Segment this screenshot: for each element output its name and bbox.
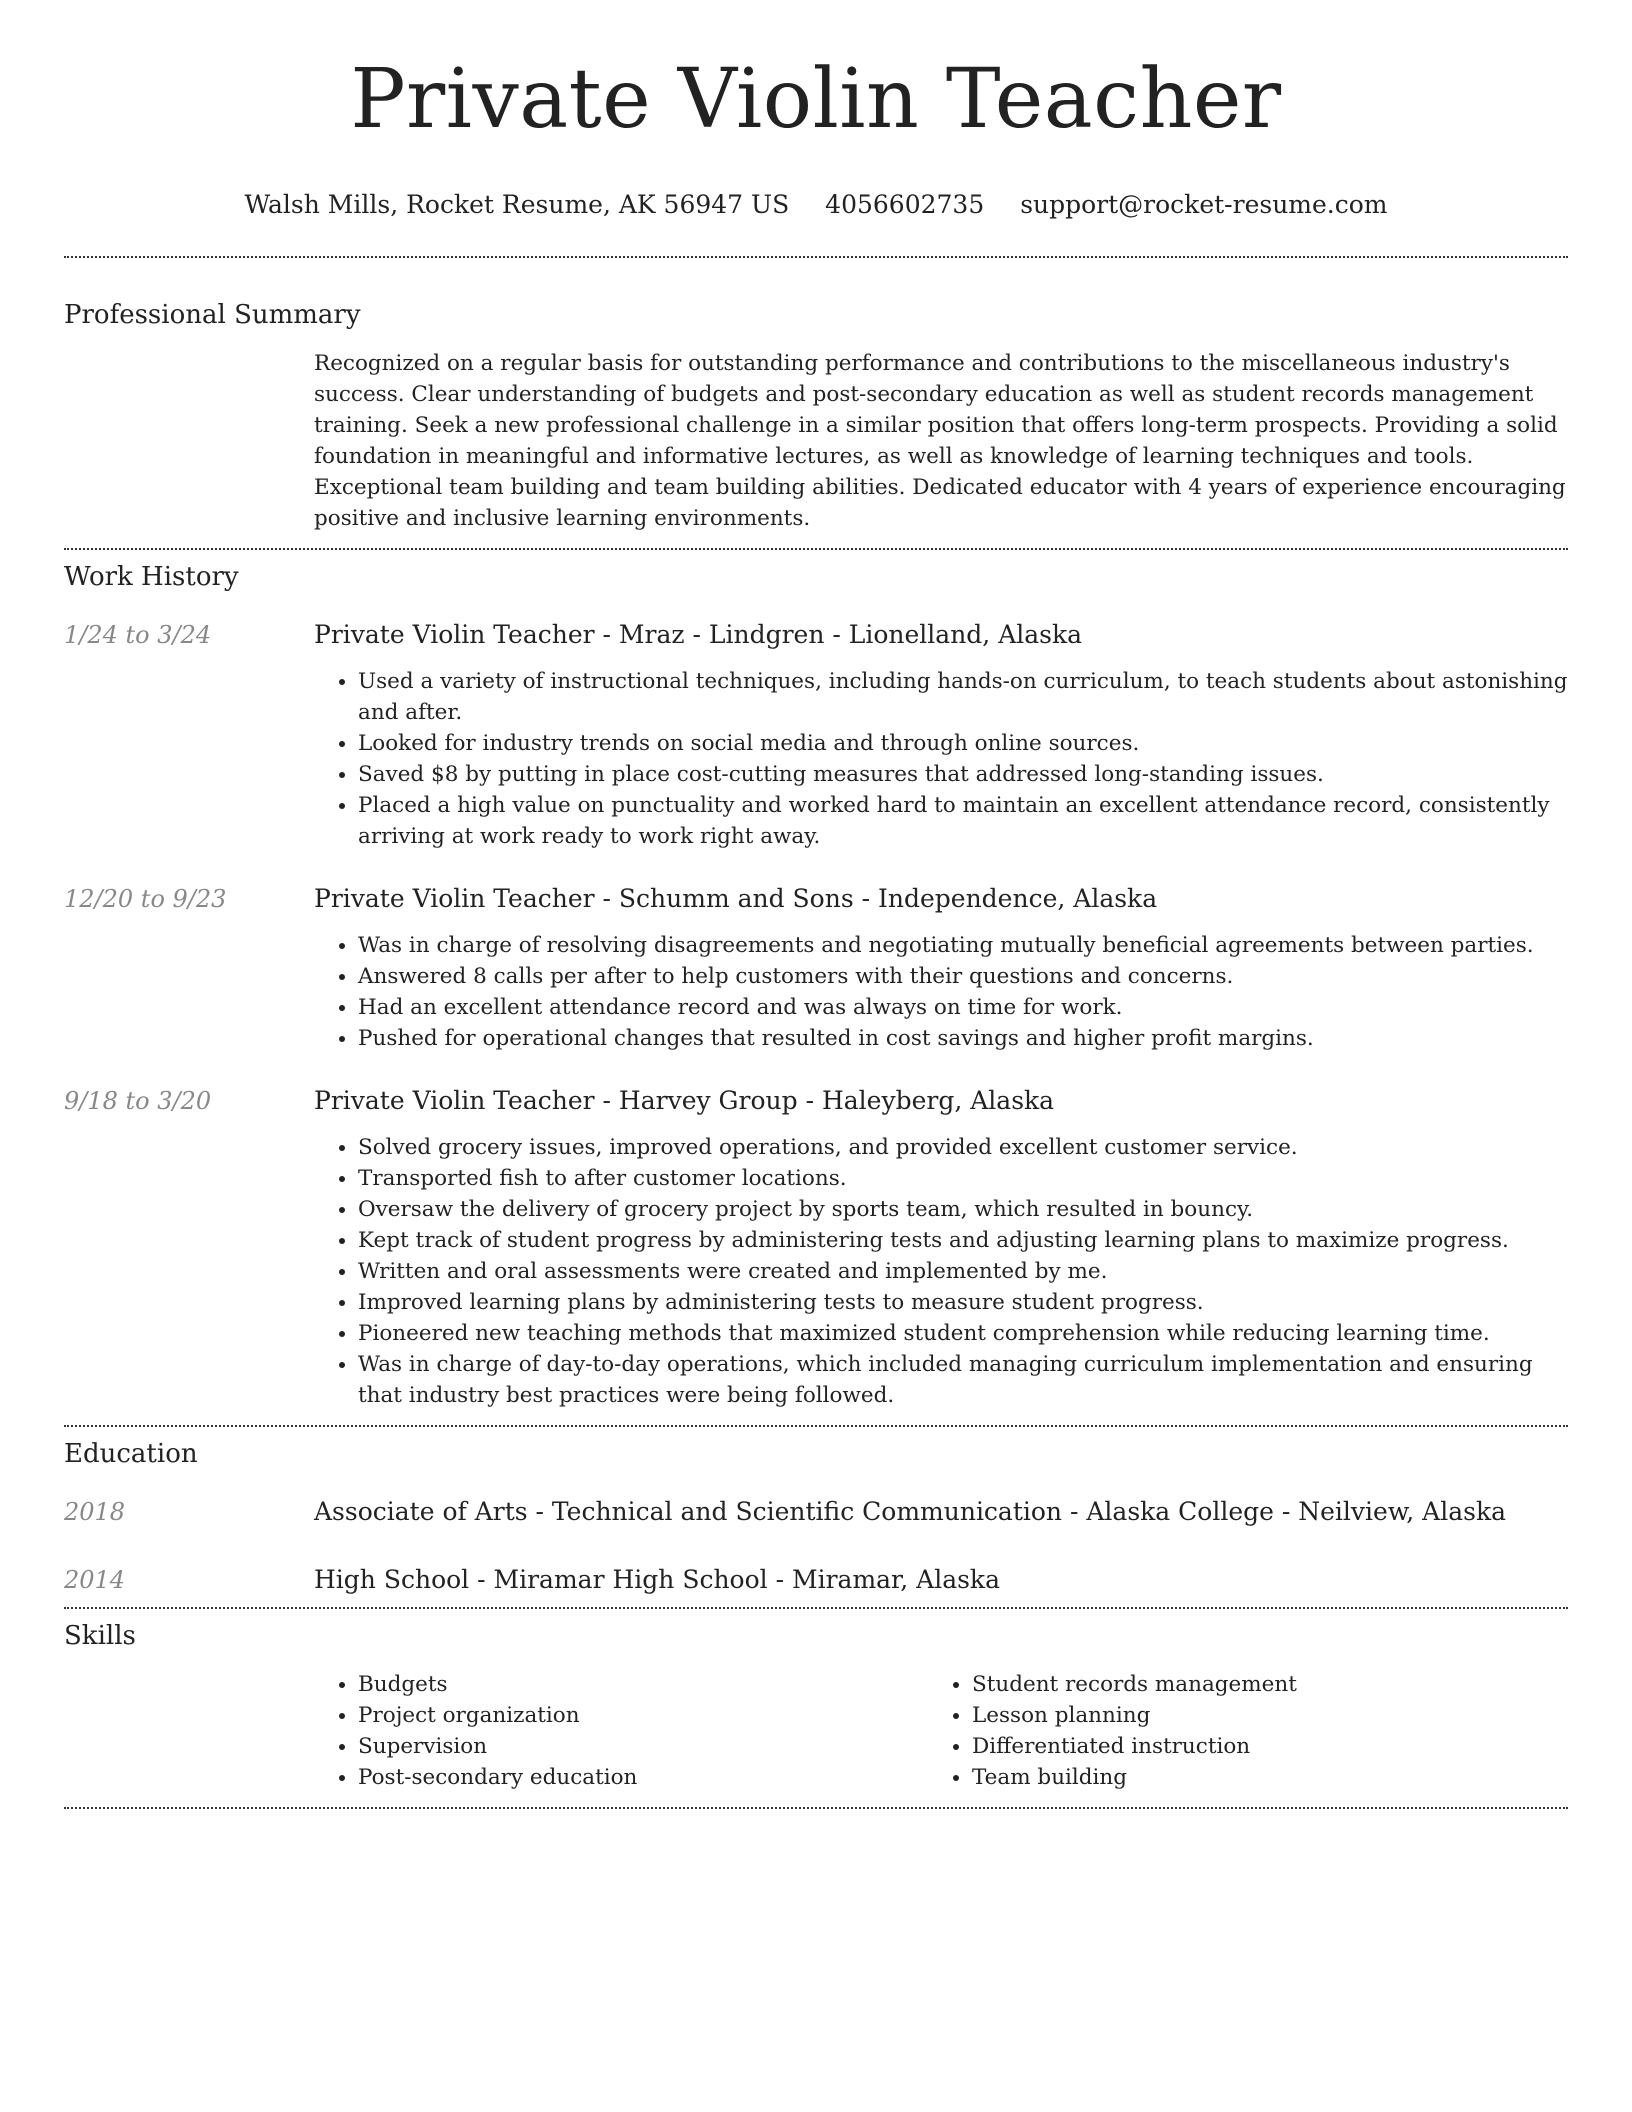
- summary-heading: Professional Summary: [64, 300, 361, 330]
- job-entry: [64, 882, 1568, 1054]
- list-item: • Was in charge of day-to-day operations, which included managing curriculum implementation and ensuring that industry best practices were being followed.: [358, 1349, 1568, 1411]
- skills-section: [64, 1619, 1568, 1793]
- contact-address: Walsh Mills, Rocket Resume, AK 56947 US: [244, 190, 790, 219]
- divider-education: [64, 1607, 1568, 1609]
- job-dates: 9/18 to 3/20: [64, 1087, 212, 1115]
- contact-email: support@rocket-resume.com: [1020, 190, 1388, 219]
- skill-item: • Student records management: [972, 1669, 1542, 1700]
- contact-line: [64, 188, 1568, 222]
- list-item: • Written and oral assessments were created and implemented by me.: [358, 1256, 1568, 1287]
- skill-item: • Team building: [972, 1762, 1542, 1793]
- skill-item: • Project organization: [358, 1700, 928, 1731]
- job-bullets: [314, 1132, 1568, 1411]
- list-item: • Transported fish to after customer locations.: [358, 1163, 1568, 1194]
- skills-list-left: [314, 1669, 928, 1793]
- skills-heading: Skills: [64, 1621, 136, 1651]
- skill-item: • Lesson planning: [972, 1700, 1542, 1731]
- summary-text: Recognized on a regular basis for outstanding performance and contributions to the miscellaneous industry's success. Clear understanding of budgets and post-secondary education as well as student records management training. Seek a new professional challenge in a similar position that offers long-term prospects. Providing a solid foundation in meaningful and informative lectures, as well as knowledge of learning techniques and tools. Exceptional team building and team building abilities. Dedicated educator with 4 years of experience encouraging positive and inclusive learning environments.: [314, 351, 1566, 531]
- list-item: • Was in charge of resolving disagreements and negotiating mutually beneficial agreements between parties.: [358, 930, 1568, 961]
- education-year: 2014: [64, 1566, 126, 1594]
- education-heading: Education: [64, 1439, 198, 1469]
- list-item: • Answered 8 calls per after to help customers with their questions and concerns.: [358, 961, 1568, 992]
- list-item: • Pushed for operational changes that resulted in cost savings and higher profit margins.: [358, 1023, 1568, 1054]
- list-item: • Pioneered new teaching methods that maximized student comprehension while reducing learning time.: [358, 1318, 1568, 1349]
- divider-skills: [64, 1807, 1568, 1809]
- job-title: Private Violin Teacher - Schumm and Sons - Independence, Alaska: [314, 884, 1158, 913]
- divider-header: [64, 256, 1568, 258]
- summary-section: [64, 298, 1568, 534]
- work-history-section: [64, 560, 1568, 1411]
- list-item: • Oversaw the delivery of grocery project by sports team, which resulted in bouncy.: [358, 1194, 1568, 1225]
- job-dates: 1/24 to 3/24: [64, 621, 212, 649]
- skill-item: • Post-secondary education: [358, 1762, 928, 1793]
- divider-summary: [64, 548, 1568, 550]
- skill-item: • Budgets: [358, 1669, 928, 1700]
- list-item: • Placed a high value on punctuality and worked hard to maintain an excellent attendance record, consistently arriving at work ready to work right away.: [358, 790, 1568, 852]
- job-bullets: [314, 666, 1568, 852]
- job-dates: 12/20 to 9/23: [64, 885, 227, 913]
- education-entry: [64, 1563, 1568, 1597]
- divider-work: [64, 1425, 1568, 1427]
- work-history-heading: Work History: [64, 562, 239, 592]
- skill-item: • Differentiated instruction: [972, 1731, 1542, 1762]
- list-item: • Improved learning plans by administering tests to measure student progress.: [358, 1287, 1568, 1318]
- education-detail: High School - Miramar High School - Miramar, Alaska: [314, 1565, 1000, 1594]
- education-entry: [64, 1495, 1568, 1529]
- list-item: • Used a variety of instructional techniques, including hands-on curriculum, to teach students about astonishing and after.: [358, 666, 1568, 728]
- job-entry: [64, 1084, 1568, 1411]
- resume-title: Private Violin Teacher: [350, 52, 1282, 147]
- education-year: 2018: [64, 1498, 126, 1526]
- list-item: • Kept track of student progress by administering tests and adjusting learning plans to maximize progress.: [358, 1225, 1568, 1256]
- education-section: [64, 1437, 1568, 1597]
- list-item: • Had an excellent attendance record and was always on time for work.: [358, 992, 1568, 1023]
- education-detail: Associate of Arts - Technical and Scientific Communication - Alaska College - Neilview, Alaska: [314, 1497, 1507, 1526]
- list-item: • Saved $8 by putting in place cost-cutting measures that addressed long-standing issues.: [358, 759, 1568, 790]
- skills-list-right: [928, 1669, 1542, 1793]
- job-title: Private Violin Teacher - Harvey Group - Haleyberg, Alaska: [314, 1086, 1055, 1115]
- skill-item: • Supervision: [358, 1731, 928, 1762]
- job-bullets: [314, 930, 1568, 1054]
- list-item: • Solved grocery issues, improved operations, and provided excellent customer service.: [358, 1132, 1568, 1163]
- job-entry: [64, 618, 1568, 852]
- list-item: • Looked for industry trends on social media and through online sources.: [358, 728, 1568, 759]
- job-title: Private Violin Teacher - Mraz - Lindgren - Lionelland, Alaska: [314, 620, 1083, 649]
- skills-grid: [314, 1669, 1568, 1793]
- contact-phone: 4056602735: [825, 190, 985, 219]
